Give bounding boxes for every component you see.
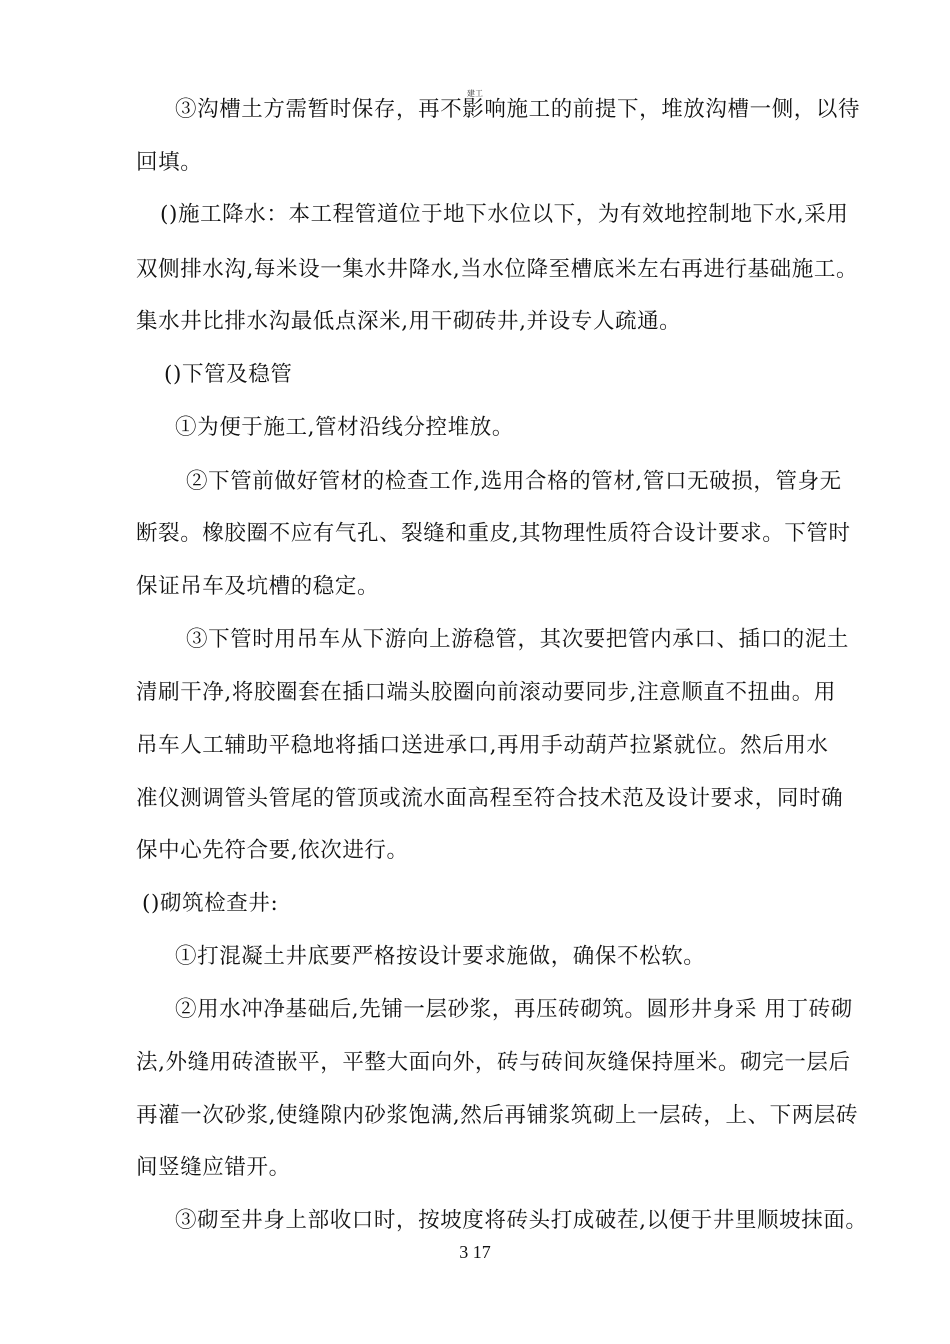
paragraph-line: 保中心先符合要,依次进行。 — [136, 838, 409, 863]
paragraph-line: ③下管时用吊车从下游向上游稳管，其次要把管内承口、插口的泥土 — [186, 627, 850, 652]
paragraph-line: ③砌至井身上部收口时，按坡度将砖头打成破茬,以便于井里顺坡抹面。 — [175, 1208, 868, 1233]
paragraph-line: ②用水冲净基础后,先铺一层砂浆，再压砖砌筑。圆形井身采 用丁砖砌 — [175, 997, 853, 1022]
paragraph-line: 保证吊车及坑槽的稳定。 — [136, 574, 380, 599]
header-mark: 建工 — [467, 89, 483, 98]
paragraph-line: 回填。 — [136, 150, 203, 175]
section-heading: ()下管及稳管 — [164, 362, 293, 387]
paragraph-line: 清刷干净,将胶圈套在插口端头胶圈向前滚动要同步,注意顺直不扭曲。用 — [136, 680, 836, 705]
paragraph-line: 吊车人工辅助平稳地将插口送进承口,再用手动葫芦拉紧就位。然后用水 — [136, 733, 829, 758]
paragraph-line: ①打混凝土井底要严格按设计要求施做，确保不松软。 — [175, 944, 706, 969]
paragraph-line: 双侧排水沟,每米设一集水井降水,当水位降至槽底米左右再进行基础施工。 — [136, 257, 859, 282]
paragraph-line: 法,外缝用砖渣嵌平，平整大面向外，砖与砖间灰缝保持厘米。砌完一层后 — [136, 1050, 851, 1075]
page-number: 3 17 — [459, 1242, 491, 1262]
paragraph-line: 断裂。橡胶圈不应有气孔、裂缝和重皮,其物理性质符合设计要求。下管时 — [136, 521, 851, 546]
paragraph-line: ②下管前做好管材的检查工作,选用合格的管材,管口无破损，管身无 — [186, 469, 842, 494]
paragraph-line: 准仪测调管头管尾的管顶或流水面高程至符合技术范及设计要求，同时确 — [136, 786, 844, 811]
paragraph-line: 间竖缝应错开。 — [136, 1155, 291, 1180]
paragraph-line: ③沟槽土方需暂时保存，再不影响施工的前提下，堆放沟槽一侧，以待 — [175, 97, 861, 122]
paragraph-line: 再灌一次砂浆,使缝隙内砂浆饱满,然后再铺浆筑砌上一层砖，上、下两层砖 — [136, 1103, 859, 1128]
section-heading: ()砌筑检查井: — [142, 891, 279, 916]
paragraph-line: 集水井比排水沟最低点深米,用干砌砖井,并设专人疏通。 — [136, 309, 682, 334]
paragraph-line: ①为便于施工,管材沿线分控堆放。 — [175, 415, 514, 440]
paragraph-line: ()施工降水：本工程管道位于地下水位以下，为有效地控制地下水,采用 — [160, 202, 849, 227]
